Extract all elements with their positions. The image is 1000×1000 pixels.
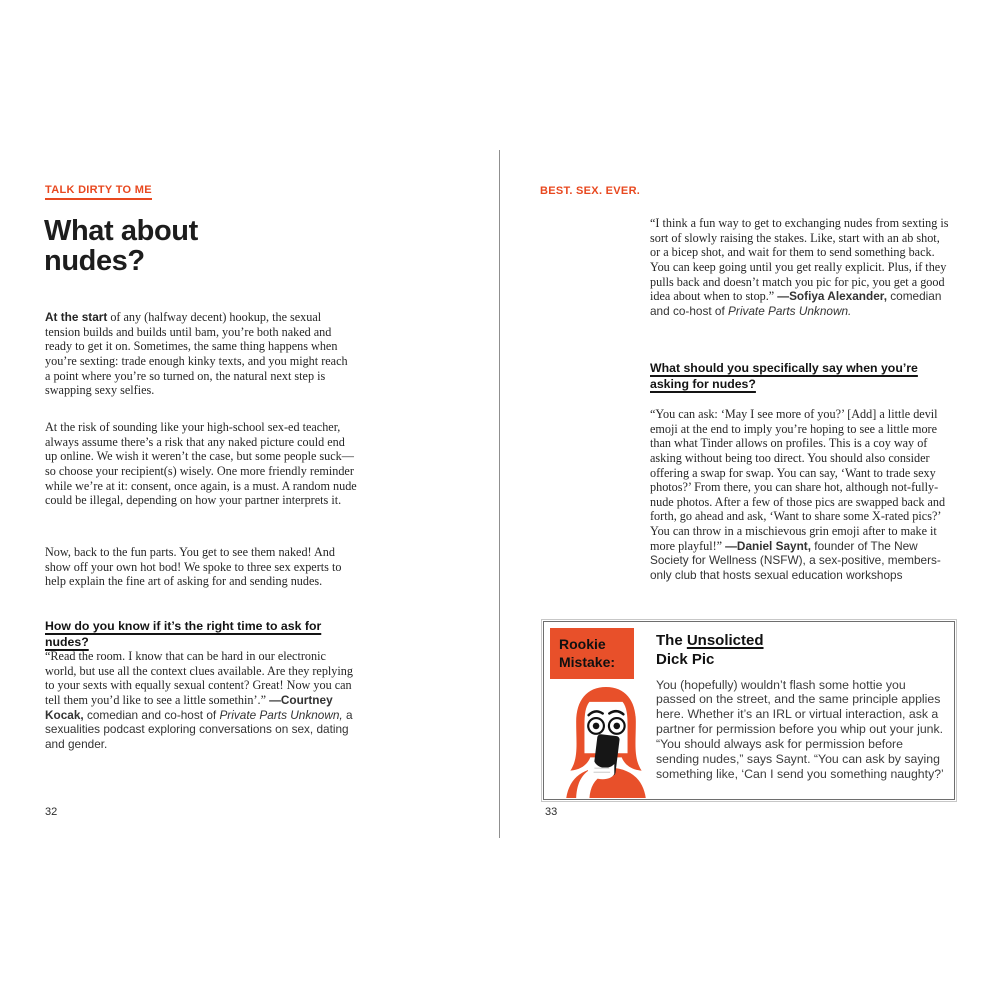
shocked-person-phone-illustration: [556, 682, 656, 798]
page-title: What about nudes?: [44, 215, 198, 277]
expert-quote: “I think a fun way to get to exchanging nudes from sexting is sort of slowly raising the stakes. Like, start with an ab shot, or a bicep shot, and wait for them to send something back. You can keep going until you get really explicit. Plus, if they pulls back and doesn’t match you pic for pic, you get a good idea about when to stop.” —Sofiya Alexander, comedian and co-host of Private Parts Unknown.: [650, 216, 949, 318]
page-number: 32: [45, 806, 58, 818]
body-paragraph: Now, back to the fun parts. You get to see them naked! And show off your own hot bod! We spoke to three sex experts to help explain the fine art of asking for and sending nudes.: [45, 545, 342, 589]
right-kicker: BEST. SEX. EVER.: [540, 185, 641, 197]
expert-quote: “Read the room. I know that can be hard in our electronic world, but use all the context clues available. Are they replying to your sexts with equally sexual content? Great! Now you can tell them you’d like to see a little somethin’.” —Courtney Kocak, comedian and co-host of Private Parts Unknown, a sexualities podcast exploring conversations on sex, dating and gender.: [45, 649, 353, 751]
page-number: 33: [545, 806, 558, 818]
quote-attribution: —Courtney Kocak, comedian and co-host of Private Parts Unknown, a sexualities podcast exploring conversations on sex, dating and gender.: [45, 692, 353, 751]
page-divider: [499, 150, 500, 838]
rookie-box-body: You (hopefully) wouldn’t flash some hottie you passed on the street, and the same principle applies here. Whether it’s an IRL or virtual interaction, ask a partner for permission before you whip out your junk. “You should always ask for permission before sending nudes,” says Saynt. “You can ask by saying something like, ‘Can I send you something naughty?’: [656, 677, 944, 781]
rookie-mistake-box: [543, 621, 955, 800]
expert-quote: “You can ask: ‘May I see more of you?’ [Add] a little devil emoji at the end to imply you’re hoping to see a little more than what Tinder allows on profiles. This is a coy way of asking without being too direct. You should also consider offering a swap for swap. You can say, ‘Want to trade sexy photos?’ From there, you can share hot, although not-fully-nude photos. After a few of those pics are swapped back and forth, go ahead and ask, ‘Want to share some X-rated pics?’ You can throw in a mischievous grin emoji after to make it more playful!” —Daniel Saynt, founder of The New Society for Wellness (NSFW), a sex-positive, members-only club that hosts sexual education workshops: [650, 407, 946, 583]
paragraph-lead-in: At the start: [45, 310, 108, 324]
section-heading: How do you know if it’s the right time to ask for nudes?: [45, 619, 322, 649]
rookie-mistake-label: Rookie Mistake:: [550, 628, 634, 679]
quote-attribution: —Sofiya Alexander, comedian and co-host of Private Parts Unknown.: [650, 289, 942, 318]
quote-attribution: —Daniel Saynt, founder of The New Society for Wellness (NSFW), a sex-positive, members-only club that hosts sexual education workshops: [650, 538, 941, 583]
body-paragraph: At the risk of sounding like your high-school sex-ed teacher, always assume there’s a risk that any naked picture could end up online. We wish it weren’t the case, but some people suck—so choose your recipient(s) wisely. One more friendly reminder while we’re at it: consent, once again, is a must. A random nude could be illegal, depending on how your partner interprets it.: [45, 420, 357, 508]
left-kicker: TALK DIRTY TO ME: [45, 184, 152, 200]
section-heading: What should you specifically say when you’re asking for nudes?: [650, 361, 918, 391]
rookie-box-content: [656, 632, 946, 782]
body-paragraph: At the start of any (halfway decent) hookup, the sexual tension builds and builds until bam, you’re both naked and ready to get it on. Sometimes, the same thing happens when you’re sexting: trade enough kinky texts, and you might reach a point where you’re so turned on, the natural next step is swapping sexy selfies.: [45, 310, 348, 398]
rookie-box-title: The Unsolicted Dick Pic: [656, 632, 764, 668]
